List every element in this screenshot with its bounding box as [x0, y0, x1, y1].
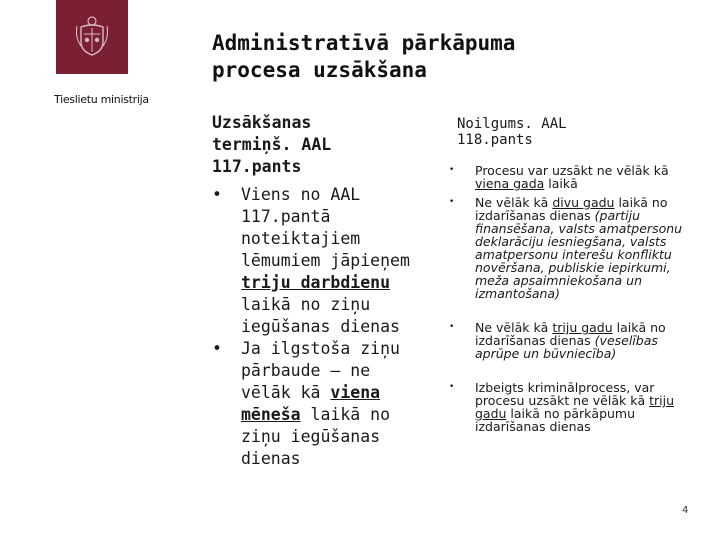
title-line-1: Administratīvā pārkāpuma	[212, 31, 516, 55]
bullet-icon: •	[449, 165, 455, 175]
italic-note: (partiju finansēšana, valsts amatpersonu deklarāciju iesniegšana, valsts amatpersonu interešu konfliktu novēršana, publiskie iepirkumi, meža apsaimniekošana un izmantošana)	[475, 208, 683, 301]
right-bullet-item	[449, 321, 689, 360]
bullet-icon: •	[212, 339, 222, 358]
left-heading-line-1: Uzsākšanas	[212, 113, 312, 132]
emphasis-text: viena mēneša	[241, 383, 381, 424]
bullet-text: laikā no pārkāpumu izdarīšanas dienas	[475, 406, 636, 434]
ministry-logo-box	[56, 0, 128, 74]
bullet-icon: •	[449, 322, 455, 332]
bullet-icon: •	[449, 382, 455, 392]
bullet-text: Ne vēlāk kā	[475, 320, 553, 335]
bullet-text: laikā no ziņu iegūšanas dienas	[241, 405, 391, 468]
right-bullet-list	[449, 164, 689, 433]
right-bullet-item	[449, 381, 689, 433]
right-bullet-item	[449, 196, 689, 300]
bullet-text: laikā no izdarīšanas dienas	[475, 320, 666, 348]
right-bullet-item	[449, 164, 689, 190]
left-heading	[212, 112, 427, 178]
bullet-text: Ne vēlāk kā	[475, 195, 553, 210]
slide-title	[212, 30, 672, 84]
bullet-text: Viens no AAL 117.pantā noteiktajiem lēmumiem jāpieņem	[241, 185, 410, 270]
left-bullet-list	[212, 184, 427, 470]
left-heading-line-3: 117.pants	[212, 157, 302, 176]
bullet-text: Izbeigts kriminālprocess, var procesu uzsākt ne vēlāk kā	[475, 380, 655, 408]
emphasis-text: triju gadu	[475, 393, 675, 421]
left-heading-line-2: termiņš. AAL	[212, 135, 332, 154]
left-column	[212, 112, 427, 470]
bullet-text: Ja ilgstoša ziņu pārbaude – ne vēlāk kā	[241, 339, 400, 402]
emphasis-text: viena gada	[475, 176, 545, 191]
emphasis-text: triju gadu	[552, 320, 613, 335]
emphasis-text: triju darbdienu	[241, 273, 391, 292]
bullet-text: laikā no ziņu iegūšanas dienas	[241, 295, 400, 336]
right-heading	[457, 116, 689, 148]
bullet-text: laikā no izdarīšanas dienas	[475, 195, 668, 223]
right-column	[449, 116, 689, 439]
right-heading-line-2: 118.pants	[457, 132, 533, 148]
emphasis-text: divu gadu	[552, 195, 615, 210]
left-bullet-item	[212, 338, 427, 470]
bullet-icon: •	[449, 197, 455, 207]
right-heading-line-1: Noilgums. AAL	[457, 116, 567, 132]
italic-note: (veselības aprūpe un būvniecība)	[475, 333, 658, 361]
coat-of-arms-icon	[74, 14, 110, 56]
page-number: 4	[682, 505, 689, 516]
bullet-icon: •	[212, 185, 222, 204]
title-line-2: procesa uzsākšana	[212, 58, 427, 82]
bullet-text: Procesu var uzsākt ne vēlāk kā	[475, 163, 669, 178]
left-bullet-item	[212, 184, 427, 338]
bullet-text: laikā	[544, 176, 578, 191]
ministry-name: Tieslietu ministrija	[54, 93, 149, 106]
